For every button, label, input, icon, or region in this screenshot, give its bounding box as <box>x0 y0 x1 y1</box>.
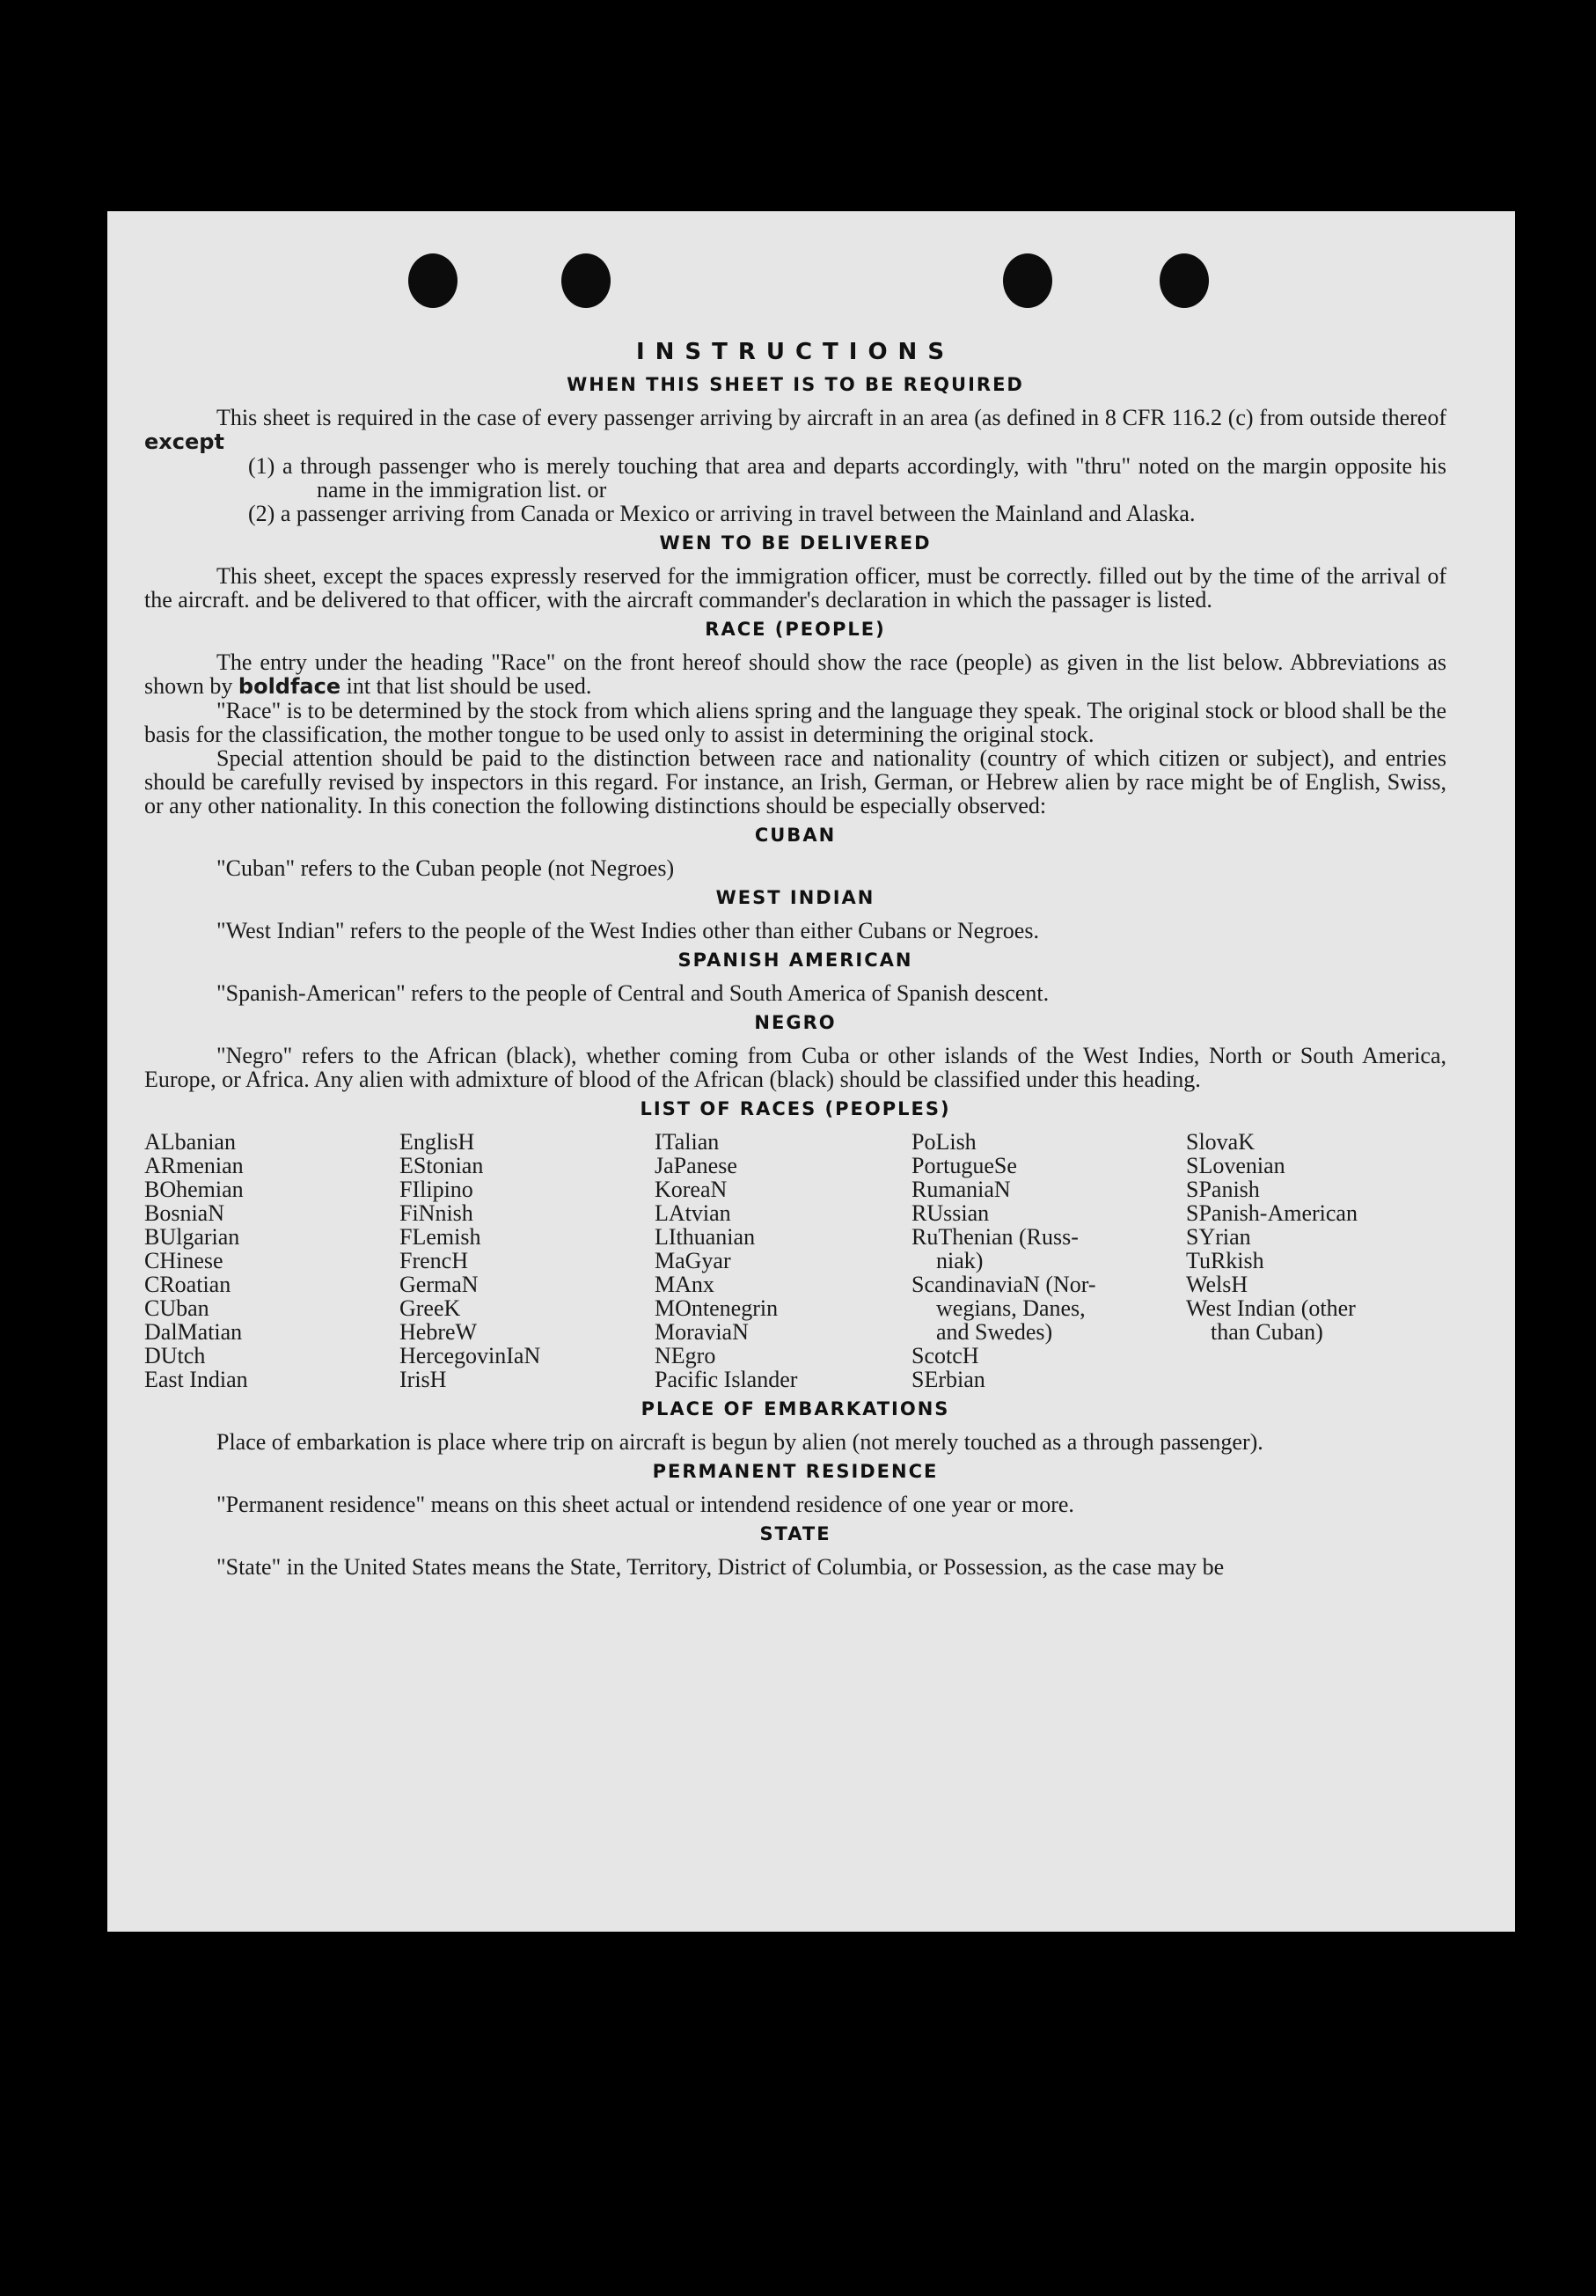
race-entry: KoreaN <box>655 1177 728 1202</box>
race-entry: ITalian <box>655 1129 720 1155</box>
spanish-american-text: "Spanish-American" refers to the people of Central and South America of Spanish descent. <box>216 980 1050 1006</box>
required-item-1: (1) a through passenger who is merely touching that area and departs accordingly, with "thru" noted on the margin opposite his name in the immigration list. or <box>248 453 1446 502</box>
race-entry: SPanish-American <box>1186 1200 1358 1226</box>
race-entry: SPanish <box>1186 1177 1260 1202</box>
instruction-sheet <box>107 211 1515 1932</box>
race-entry: SLovenian <box>1186 1153 1285 1178</box>
race-entry: FIlipino <box>399 1177 473 1202</box>
delivered-text: This sheet, except the spaces expressly reserved for the immigration officer, must be correctly. filled out by the time of the arrival of the aircraft. and be delivered to that officer, with the aircraft commander's declaration in which the passager is listed. <box>144 563 1446 613</box>
race-entry: MaGyar <box>655 1248 731 1273</box>
heading-spanish-american: SPANISH AMERICAN <box>677 950 913 971</box>
race-entry: GreeK <box>399 1295 461 1321</box>
heading-permanent-residence: PERMANENT RESIDENCE <box>652 1461 939 1482</box>
residence-text: "Permanent residence" means on this sheet actual or intendend residence of one year or more. <box>216 1492 1074 1517</box>
race-entry: BosniaN <box>144 1200 224 1226</box>
race-entry: MOntenegrin <box>655 1295 779 1321</box>
race-entry: and Swedes) <box>936 1319 1053 1345</box>
heading-west-indian: WEST INDIAN <box>715 887 875 908</box>
race-entry: IrisH <box>399 1367 447 1392</box>
race-paragraph-1: The entry under the heading "Race" on the front hereof should show the race (people) as given in the list below. Abbreviations as shown by boldface int that list should be used. <box>144 649 1446 699</box>
race-entry: FiNnish <box>399 1200 473 1226</box>
sheet-content <box>144 339 1446 1579</box>
punch-hole <box>561 253 611 308</box>
race-entry: CUban <box>144 1295 209 1321</box>
heading-list-of-races: LIST OF RACES (PEOPLES) <box>640 1098 951 1119</box>
heading-cuban: CUBAN <box>754 825 837 846</box>
race-entry: ScotcH <box>911 1343 979 1368</box>
race-entry: NEgro <box>655 1343 716 1368</box>
races-column-4 <box>911 1130 1186 1391</box>
race-entry: DalMatian <box>144 1319 243 1345</box>
race-entry: PortugueSe <box>911 1153 1017 1178</box>
race-entry: TuRkish <box>1186 1248 1264 1273</box>
race-entry: JaPanese <box>655 1153 737 1178</box>
races-list <box>144 1130 1446 1391</box>
race-paragraph-2: "Race" is to be determined by the stock from which aliens spring and the language they speak. The original stock or blood shall be the basis for the classification, the mother tongue to be used only to assist in determining the original stock. <box>144 698 1446 747</box>
heading-negro: NEGRO <box>754 1012 837 1033</box>
race-entry: CRoatian <box>144 1272 231 1297</box>
races-column-5 <box>1186 1130 1441 1391</box>
required-item-2: (2) a passenger arriving from Canada or Mexico or arriving in travel between the Mainland and Alaska. <box>248 501 1196 526</box>
race-entry: HebreW <box>399 1319 478 1345</box>
race-entry: FLemish <box>399 1224 481 1250</box>
race-entry: LAtvian <box>655 1200 731 1226</box>
embarkation-text: Place of embarkation is place where trip on aircraft is begun by alien (not merely touched as a through passenger). <box>216 1429 1263 1455</box>
punch-hole <box>408 253 458 308</box>
punch-hole <box>1003 253 1052 308</box>
race-entry: RuThenian (Russ- <box>911 1224 1079 1250</box>
except-bold: except <box>144 429 224 454</box>
race-entry: PoLish <box>911 1129 977 1155</box>
required-intro: This sheet is required in the case of every passenger arriving by aircraft in an area (as defined in 8 CFR 116.2 (c) from outside thereof except <box>144 405 1446 454</box>
race-paragraph-3: Special attention should be paid to the distinction between race and nationality (country of which citizen or subject), and entries should be carefully revised by inspectors in this regard. For instance, an Irish, German, or Hebrew alien by race might be of English, Swiss, or any other nationality. In this conection the following distinctions should be especially observed: <box>144 745 1446 818</box>
race-entry: HercegovinIaN <box>399 1343 541 1368</box>
negro-text: "Negro" refers to the African (black), whether coming from Cuba or other islands of the West Indies, North or South America, Europe, or Africa. Any alien with admixture of blood of the African (black) should be classified under this heading. <box>144 1043 1446 1092</box>
race-entry: EnglisH <box>399 1129 475 1155</box>
race-entry: SlovaK <box>1186 1129 1255 1155</box>
cuban-text: "Cuban" refers to the Cuban people (not Negroes) <box>216 855 675 881</box>
races-column-2 <box>399 1130 655 1391</box>
page-title: INSTRUCTIONS <box>635 339 955 365</box>
race-entry: BOhemian <box>144 1177 244 1202</box>
heading-when-required: WHEN THIS SHEET IS TO BE REQUIRED <box>567 374 1024 395</box>
race-entry: than Cuban) <box>1211 1319 1323 1345</box>
race-entry: SYrian <box>1186 1224 1251 1250</box>
race-entry: RumaniaN <box>911 1177 1011 1202</box>
west-indian-text: "West Indian" refers to the people of the West Indies other than either Cubans or Negroes. <box>216 918 1039 943</box>
race-entry: RUssian <box>911 1200 990 1226</box>
race-entry: ScandinaviaN (Nor- <box>911 1272 1096 1297</box>
races-column-3 <box>655 1130 911 1391</box>
race-entry: DUtch <box>144 1343 206 1368</box>
race-entry: SErbian <box>911 1367 985 1392</box>
boldface-bold: boldface <box>238 674 341 699</box>
races-column-1 <box>144 1130 399 1391</box>
race-entry: LIthuanian <box>655 1224 756 1250</box>
race-entry: Pacific Islander <box>655 1367 798 1392</box>
race-entry: niak) <box>936 1248 984 1273</box>
state-text: "State" in the United States means the State, Territory, District of Columbia, or Possession, as the case may be <box>216 1554 1225 1580</box>
race-entry: ALbanian <box>144 1129 236 1155</box>
race-entry: EStonian <box>399 1153 484 1178</box>
heading-state: STATE <box>759 1523 831 1544</box>
race-entry: MAnx <box>655 1272 714 1297</box>
race-entry: wegians, Danes, <box>936 1295 1086 1321</box>
race-entry: MoraviaN <box>655 1319 749 1345</box>
race-entry: GermaN <box>399 1272 479 1297</box>
heading-embarkation: PLACE OF EMBARKATIONS <box>641 1398 950 1419</box>
punch-hole <box>1160 253 1209 308</box>
race-entry: West Indian (other <box>1186 1295 1356 1321</box>
race-entry: East Indian <box>144 1367 248 1392</box>
race-entry: CHinese <box>144 1248 223 1273</box>
race-entry: ARmenian <box>144 1153 244 1178</box>
race-entry: FrencH <box>399 1248 468 1273</box>
heading-race: RACE (PEOPLE) <box>705 619 886 640</box>
race-entry: BUlgarian <box>144 1224 240 1250</box>
heading-when-delivered: WEN TO BE DELIVERED <box>659 532 932 554</box>
race-entry: WelsH <box>1186 1272 1248 1297</box>
